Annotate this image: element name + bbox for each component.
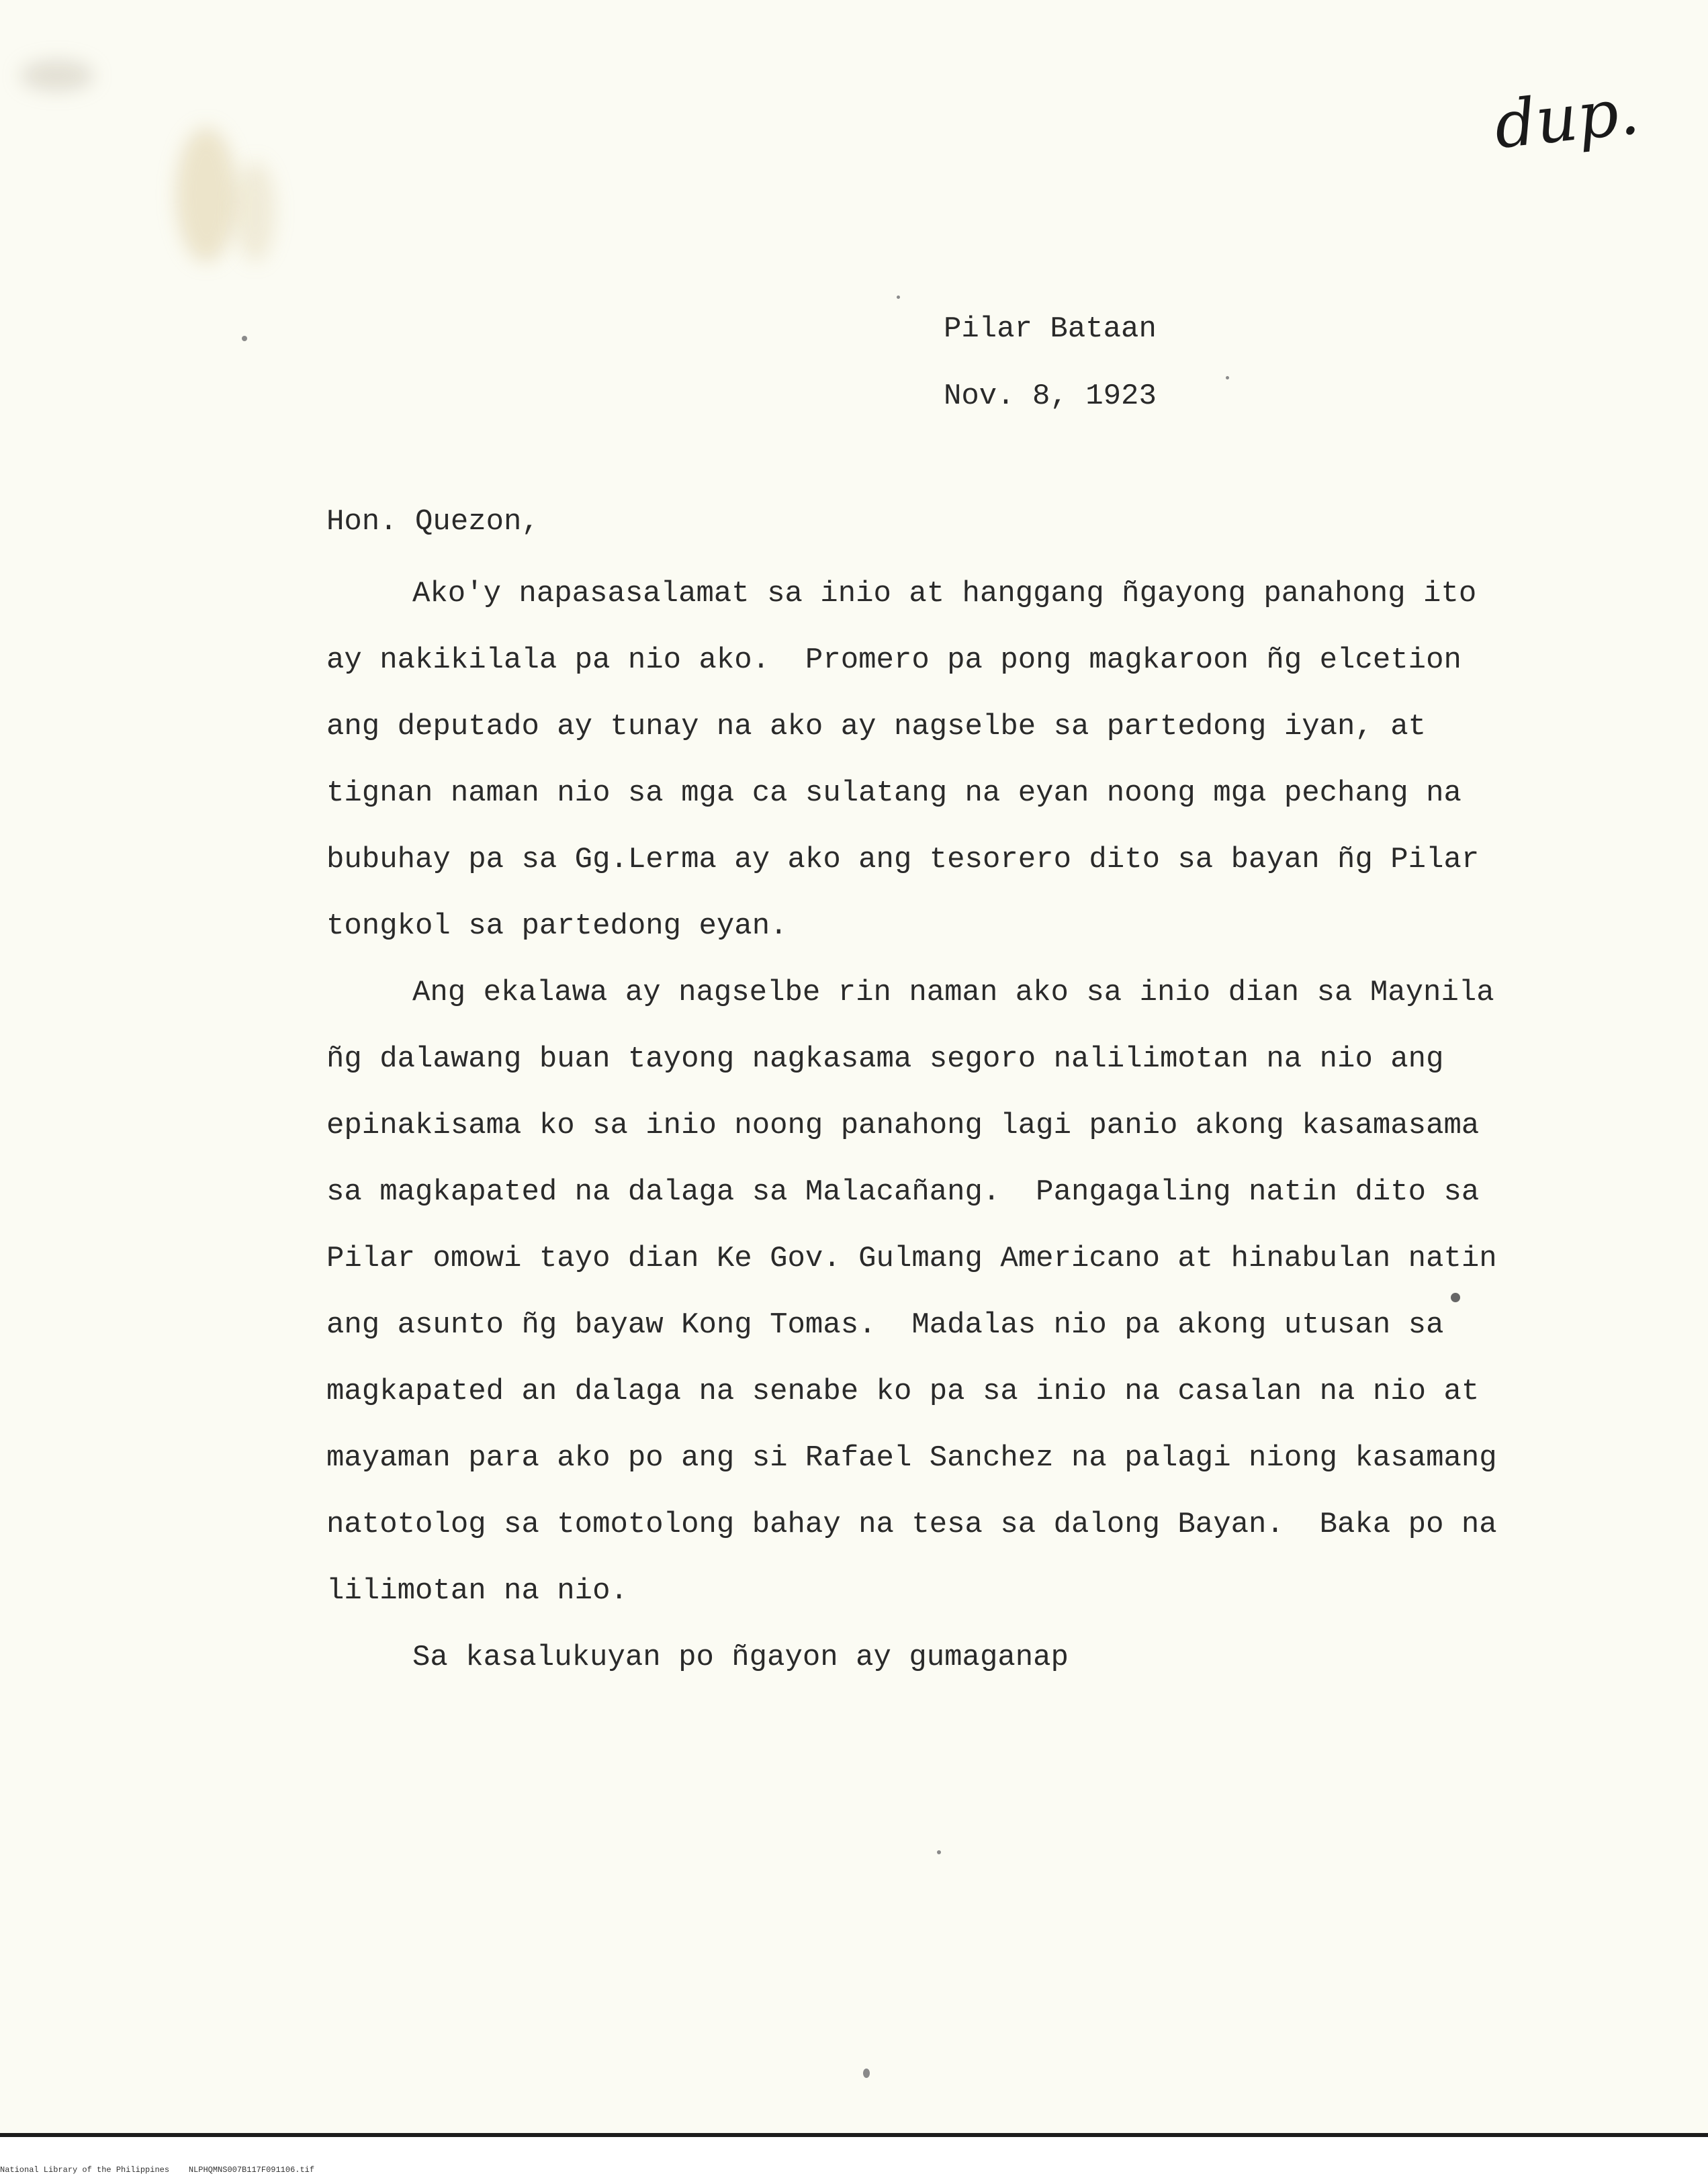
scan-caption: National Library of the Philippines NLPHQMNS007B117F091106.tif <box>0 2165 315 2175</box>
body-line: mayaman para ako po ang si Rafael Sanchez na palagi niong kasamang <box>326 1441 1497 1475</box>
body-line: lilimotan na nio. <box>326 1574 628 1608</box>
paper-speck <box>1226 376 1229 379</box>
water-stain <box>235 161 275 262</box>
date-line: Nov. 8, 1923 <box>944 379 1157 413</box>
paper-speck <box>897 296 900 299</box>
body-line: epinakisama ko sa inio noong panahong lagi panio akong kasamasama <box>326 1109 1480 1142</box>
handwritten-dup-note: dup. <box>1490 73 1643 163</box>
letter-body <box>326 561 1509 1691</box>
body-line: bubuhay pa sa Gg.Lerma ay ako ang tesorero dito sa bayan ñg Pilar <box>326 843 1480 876</box>
body-line: Ako'y napasasalamat sa inio at hanggang ñgayong panahong ito <box>412 577 1477 610</box>
paper-speck <box>242 336 247 341</box>
paper-speck <box>937 1850 941 1854</box>
salutation: Hon. Quezon, <box>326 505 539 539</box>
letter-heading <box>944 296 1157 430</box>
page-edge <box>0 2133 1708 2137</box>
body-line: ñg dalawang buan tayong nagkasama segoro nalilimotan na nio ang <box>326 1042 1444 1076</box>
body-line: tignan naman nio sa mga ca sulatang na eyan noong mga pechang na <box>326 776 1462 810</box>
body-line: ang deputado ay tunay na ako ay nagselbe sa partedong iyan, at <box>326 710 1427 743</box>
place-line: Pilar Bataan <box>944 312 1157 346</box>
body-line: magkapated an dalaga na senabe ko pa sa inio na casalan na nio at <box>326 1375 1480 1408</box>
body-line: sa magkapated na dalaga sa Malacañang. Pangagaling natin dito sa <box>326 1175 1480 1209</box>
body-line: tongkol sa partedong eyan. <box>326 909 788 943</box>
body-line: Sa kasalukuyan po ñgayon ay gumaganap <box>412 1641 1069 1674</box>
water-stain <box>176 128 236 262</box>
body-line: ang asunto ñg bayaw Kong Tomas. Madalas nio pa akong utusan sa <box>326 1308 1444 1342</box>
body-line: Pilar omowi tayo dian Ke Gov. Gulmang Americano at hinabulan natin <box>326 1242 1497 1275</box>
body-line: Ang ekalawa ay nagselbe rin naman ako sa inio dian sa Maynila <box>412 976 1494 1009</box>
body-line: ay nakikilala pa nio ako. Promero pa pong magkaroon ñg elcetion <box>326 643 1462 677</box>
body-line: natotolog sa tomotolong bahay na tesa sa dalong Bayan. Baka po na <box>326 1508 1497 1541</box>
paper-speck <box>863 2069 870 2078</box>
smudge-mark <box>20 60 94 91</box>
